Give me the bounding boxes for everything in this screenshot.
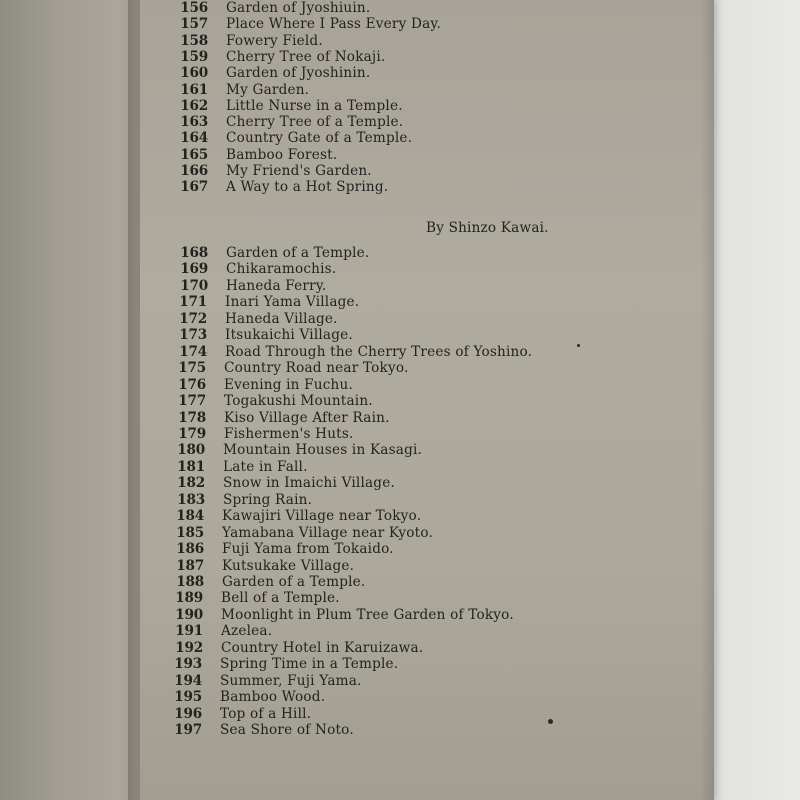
section-byline: By Shinzo Kawai. [426,220,549,236]
entry-number: 162 [180,97,208,114]
entry-title: Togakushi Mountain. [224,393,373,410]
entry-number: 187 [176,557,204,574]
entry-title: Bamboo Wood. [220,689,326,706]
entry-number: 158 [180,32,208,49]
entry-number: 183 [177,491,205,508]
entry-number: 171 [179,294,207,311]
entry-title: Sea Shore of Noto. [220,722,354,739]
entry-number: 169 [180,261,208,278]
entry-title: Garden of a Temple. [222,574,366,590]
entry-number: 166 [180,163,208,179]
entry-title: Cherry Tree of Nokaji. [226,48,386,65]
entry-title: Spring Rain. [223,491,313,508]
entry-title: Fowery Field. [226,32,323,49]
entry-title: Mountain Houses in Kasagi. [223,442,423,459]
left-facing-page [0,0,140,800]
entry-title: Garden of a Temple. [226,245,370,261]
entry-number: 175 [178,360,206,377]
entry-title: Chikaramochis. [226,261,337,278]
entry-number: 195 [174,689,202,706]
entry-title: Haneda Ferry. [226,277,327,294]
entry-number: 160 [180,65,208,82]
entry-list-section-2 [140,0,714,800]
entry-title: My Garden. [226,81,310,98]
entry-number: 177 [178,393,206,410]
entry-number: 164 [180,130,208,147]
entry-title: Snow in Imaichi Village. [223,475,395,492]
entry-title: Evening in Fuchu. [224,376,353,393]
entry-title: Top of a Hill. [220,705,312,722]
entry-number: 178 [178,409,206,426]
entry-title: Country Gate of a Temple. [226,130,413,147]
entry-title: Bell of a Temple. [221,590,340,607]
entry-title: Fishermen's Huts. [224,425,354,442]
entry-title: Itsukaichi Village. [225,327,353,344]
entry-number: 168 [180,245,208,261]
entry-title: Haneda Village. [225,310,338,327]
entry-title: Fuji Yama from Tokaido. [222,541,394,558]
entry-number: 194 [174,672,202,689]
entry-number: 179 [178,425,206,442]
entry-number: 174 [179,343,207,360]
entry-title: Cherry Tree of a Temple. [226,114,404,131]
entry-number: 163 [180,114,208,131]
entry-number: 197 [174,722,202,739]
entry-number: 196 [174,705,202,722]
entry-number: 156 [180,0,208,16]
entry-number: 190 [175,606,203,623]
entry-number: 173 [179,327,207,344]
entry-title: Place Where I Pass Every Day. [226,16,441,33]
entry-number: 165 [180,146,208,163]
entry-number: 189 [175,590,203,607]
entry-number: 185 [176,524,204,541]
entry-title: Bamboo Forest. [226,146,338,163]
entry-number: 184 [176,508,204,525]
entry-title: Garden of Jyoshiuin. [226,0,371,16]
entry-title: Garden of Jyoshinin. [226,65,371,82]
entry-title: Kutsukake Village. [222,557,355,574]
entry-number: 192 [175,639,203,656]
entry-title: Little Nurse in a Temple. [226,97,403,114]
entry-title: My Friend's Garden. [226,163,372,179]
entry-title: Kawajiri Village near Tokyo. [222,508,422,525]
entry-title: Azelea. [221,623,273,640]
entry-number: 186 [176,541,204,558]
entry-title: Summer, Fuji Yama. [220,672,362,689]
entry-number: 182 [177,475,205,492]
entry-number: 170 [180,277,208,294]
entry-title: Country Road near Tokyo. [224,360,409,377]
entry-number: 180 [177,442,205,459]
entry-title: Kiso Village After Rain. [224,409,390,426]
entry-title: Yamabana Village near Kyoto. [222,524,433,541]
entry-number: 172 [179,310,207,327]
entry-number: 157 [180,16,208,33]
entry-number: 193 [174,656,202,673]
catalog-page [140,0,714,800]
entry-title: Road Through the Cherry Trees of Yoshino. [225,343,533,360]
entry-number: 191 [175,623,203,640]
page-edge-shadow [700,0,714,800]
entry-number: 167 [180,179,208,196]
entry-title: A Way to a Hot Spring. [226,179,389,196]
entry-title: Spring Time in a Temple. [220,656,399,673]
entry-number: 161 [180,81,208,98]
entry-number: 188 [176,574,204,590]
entry-title: Inari Yama Village. [225,294,360,311]
ink-speck [548,719,553,724]
entry-number: 181 [177,458,205,475]
ink-speck [577,344,580,347]
entry-number: 159 [180,48,208,65]
entry-title: Late in Fall. [223,458,308,475]
entry-title: Country Hotel in Karuizawa. [221,639,424,656]
entry-number: 176 [178,376,206,393]
entry-title: Moonlight in Plum Tree Garden of Tokyo. [221,606,514,623]
